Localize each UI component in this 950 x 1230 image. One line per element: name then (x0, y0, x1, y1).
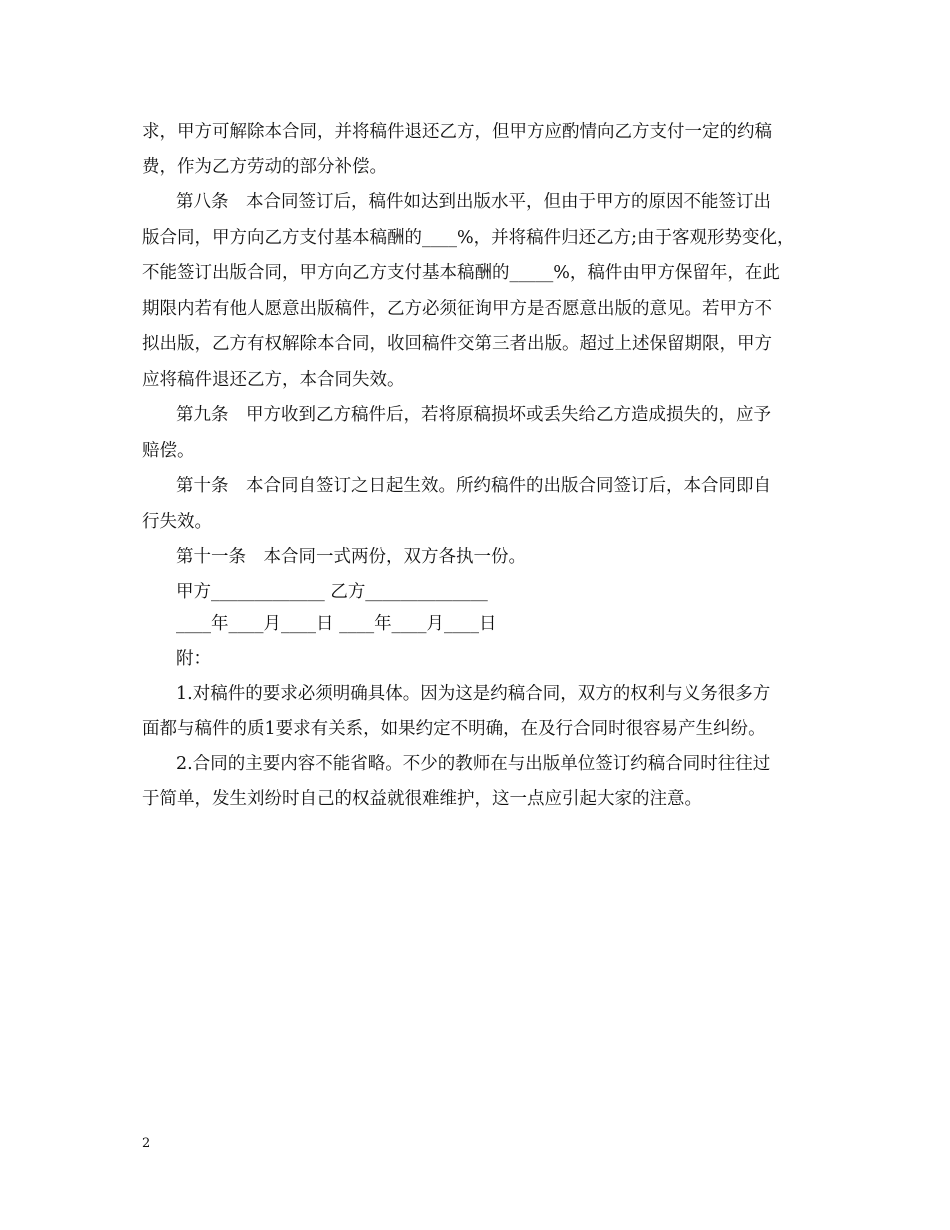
text-line: 第八条 本合同签订后，稿件如达到出版水平，但由于甲方的原因不能签订出 (176, 192, 771, 212)
text-line: 第十一条 本合同一式两份，双方各执一份。 (176, 547, 526, 567)
text-line: 于简单，发生刘纷时自己的权益就很难维护，这一点应引起大家的注意。 (142, 789, 702, 809)
text-line: 应将稿件退还乙方，本合同失效。 (142, 370, 405, 390)
text-line: 行失效。 (142, 512, 212, 532)
text-line: 期限内若有他人愿意出版稿件，乙方必须征询甲方是否愿意出版的意见。若甲方不 (142, 299, 772, 319)
text-line: 求，甲方可解除本合同，并将稿件退还乙方，但甲方应酌情向乙方支付一定的约稿 (142, 122, 772, 142)
date-line: ____年____月____日 ____年____月____日 (176, 614, 497, 634)
text-line: 不能签订出版合同，甲方向乙方支付基本稿酬的_____%，稿件由甲方保留年，在此 (142, 263, 780, 283)
appendix-heading: 附： (176, 649, 211, 669)
text-line: 拟出版，乙方有权解除本合同，收回稿件交第三者出版。超过上述保留期限，甲方 (142, 334, 772, 354)
text-line: 面都与稿件的质1要求有关系，如果约定不明确，在及行合同时很容易产生纠纷。 (142, 719, 766, 739)
text-line: 赔偿。 (142, 441, 195, 461)
text-line: 版合同，甲方向乙方支付基本稿酬的____%，并将稿件归还乙方;由于客观形势变化， (142, 228, 795, 248)
text-line: 第十条 本合同自签订之日起生效。所约稿件的出版合同签订后，本合同即自 (176, 476, 771, 496)
text-line: 第九条 甲方收到乙方稿件后，若将原稿损坏或丢失给乙方造成损失的，应予 (176, 405, 771, 425)
page-number: 2 (142, 1136, 151, 1151)
signature-line: 甲方_____________ 乙方______________ (176, 582, 488, 602)
text-line: 费，作为乙方劳动的部分补偿。 (142, 157, 387, 177)
text-line: 1.对稿件的要求必须明确具体。因为这是约稿合同，双方的权利与义务很多方 (176, 684, 771, 704)
text-line: 2.合同的主要内容不能省略。不少的教师在与出版单位签订约稿合同时往往过 (176, 754, 771, 774)
